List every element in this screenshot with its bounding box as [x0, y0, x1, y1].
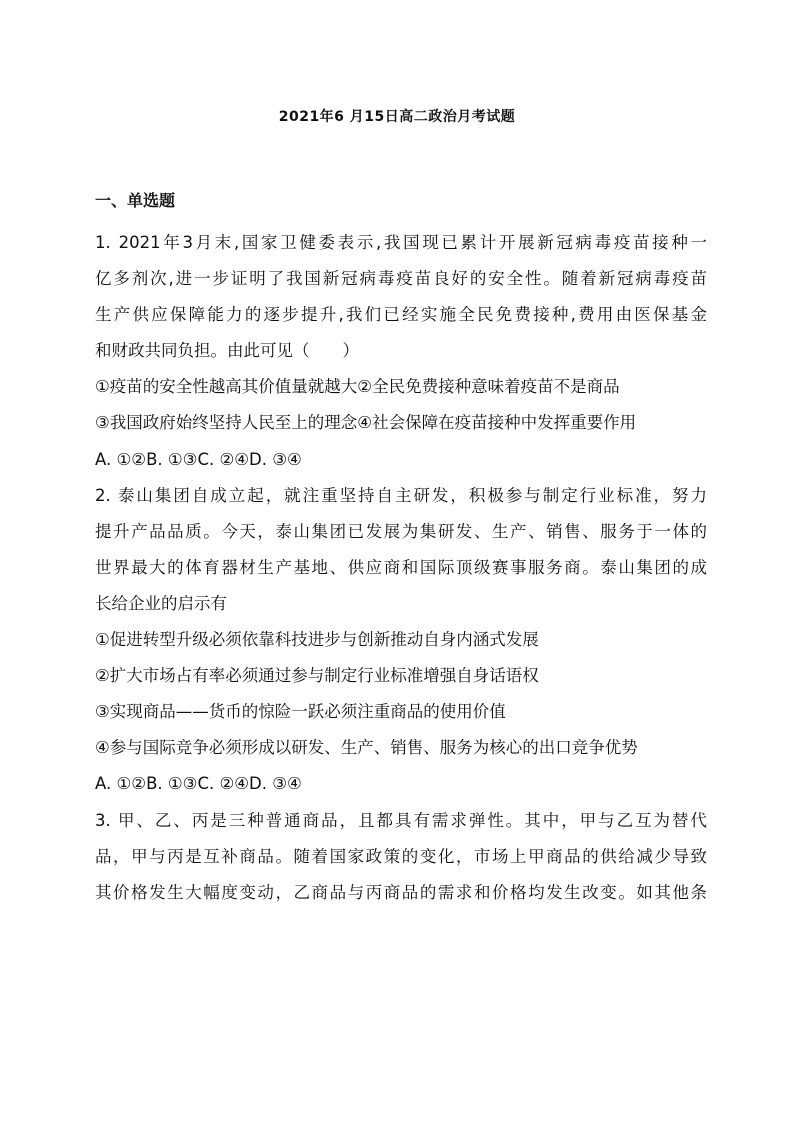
question-2-option-2: ②扩大市场占有率必须通过参与制定行业标准增强自身话语权: [95, 666, 539, 686]
question-1-option-line-2: ③我国政府始终坚持人民至上的理念④社会保障在疫苗接种中发挥重要作用: [95, 413, 637, 433]
question-2-stem-line-2: 提升产品品质。今天，泰山集团已发展为集研发、生产、销售、服务于一体的: [95, 521, 707, 541]
question-2-stem-line-1: 2. 泰山集团自成立起，就注重坚持自主研发，积极参与制定行业标准，努力: [95, 485, 707, 505]
question-3-stem-line-1: 3. 甲、乙、丙是三种普通商品，且都具有需求弹性。其中，甲与乙互为替代: [95, 810, 707, 830]
question-1-answer-choices: A. ①②B. ①③C. ②④D. ③④: [95, 449, 302, 469]
question-3-stem-line-3: 其价格发生大幅度变动，乙商品与丙商品的需求和价格均发生改变。如其他条: [95, 882, 707, 902]
question-2-answer-choices: A. ①②B. ①③C. ②④D. ③④: [95, 774, 302, 794]
question-1-option-line-1: ①疫苗的安全性越高其价值量就越大②全民免费接种意味着疫苗不是商品: [95, 377, 620, 397]
question-2-option-3: ③实现商品——货币的惊险一跃必须注重商品的使用价值: [95, 702, 506, 722]
question-2-option-4: ④参与国际竞争必须形成以研发、生产、销售、服务为核心的出口竞争优势: [95, 738, 638, 758]
question-2-stem-line-4: 长给企业的启示有: [95, 593, 227, 613]
question-1-stem-line-4: 和财政共同负担。由此可见（ ）: [95, 341, 359, 361]
question-2-option-1: ①促进转型升级必须依靠科技进步与创新推动自身内涵式发展: [95, 630, 539, 650]
question-1-stem-line-3: 生产供应保障能力的逐步提升,我们已经实施全民免费接种,费用由医保基金: [95, 305, 707, 325]
question-1-stem-line-1: 1. 2021年3月末,国家卫健委表示,我国现已累计开展新冠病毒疫苗接种一: [95, 233, 707, 252]
section-heading: 一、单选题: [95, 191, 176, 210]
question-list: [95, 225, 707, 911]
question-1-stem-line-2: 亿多剂次,进一步证明了我国新冠病毒疫苗良好的安全性。随着新冠病毒疫苗: [95, 269, 707, 289]
question-2-stem-line-3: 世界最大的体育器材生产基地、供应商和国际顶级赛事服务商。泰山集团的成: [95, 557, 707, 577]
page-title: 2021年6 月15日高二政治月考试题: [278, 109, 516, 125]
question-3-stem-line-2: 品，甲与丙是互补商品。随着国家政策的变化，市场上甲商品的供给减少导致: [95, 846, 707, 866]
